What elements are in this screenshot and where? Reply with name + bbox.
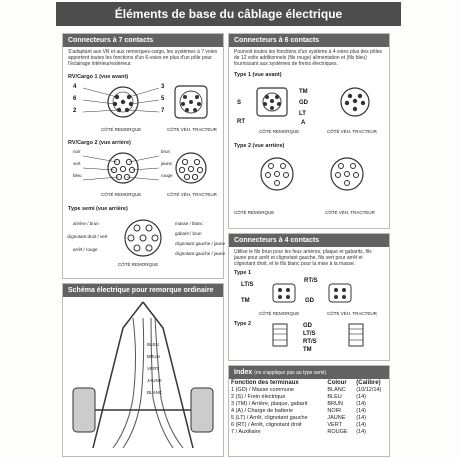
panel-7-contacts [62,33,224,279]
four-type2-title: Type 2 [234,321,252,327]
six-tm-label: TM [299,89,308,95]
six-type1-diagram [237,82,387,128]
pin-6-label: 6 [73,96,77,102]
index-col-calibre: (Calibre) [356,380,381,386]
color-noir: noir [73,149,81,154]
cote-remorque-label-2: CÔTÉ REMORQUE [101,192,142,197]
cote-remorque-label: CÔTÉ REMORQUE [101,127,142,132]
four-type2-lts: LT/S [303,331,316,337]
six-s-label: S [237,100,242,106]
table-row: 7 / Auxiliaire ROUGE (14) [231,429,367,435]
index-heading: Index [234,369,253,376]
semi-title: Type semi (vue arrière) [68,206,128,212]
six-rt-label: RT [237,119,245,125]
table-row: 6 (RT) / Arrêt, clignotant droit VERT (14) [231,422,367,428]
rv-front-diagram [71,82,221,126]
wire-brun: BRUN [147,354,160,359]
four-lts-label: LT/S [241,282,254,288]
table-row: 1 (GD) / Masse commune BLANC (10/12/14) [231,387,382,393]
six-lt-label: LT [299,111,306,117]
semi-left-3: arrêt / rouge [73,247,98,252]
index-heading-bar [229,366,389,379]
pin-2-label: 2 [73,108,77,114]
type2-title: Type 2 (vue arrière) [234,143,285,149]
four-type2-rts: RT/S [303,339,317,345]
panel-7-heading: Connecteurs à 7 contacts [63,34,223,47]
four-rts-label: RT/S [304,278,318,284]
semi-right-1: masse / blanc [175,221,203,226]
semi-diagram [113,216,173,260]
panel-4-contacts [228,233,390,361]
index-table [229,379,389,436]
index-note: (ne s'applique pas au type semi) [254,370,327,376]
panel-4-intro: Utilise le fils brun pour les feux arrières, plaque et gabarits, fils jaune pour arrêt et clignotant gauche, fils vert pour arrêt et clignotant droit, et le fils blanc pour la mise à la masse. [234,249,372,267]
table-row: 3 (TM) / Arrière, plaque, gabarit BRUN (14) [231,401,367,407]
index-col-colour: Colour [327,380,347,386]
panel-schema [62,283,224,457]
four-type2-diagram [269,322,379,348]
six-cote-remorque-2: CÔTÉ REMORQUE [234,210,275,215]
cote-vehicule-label: CÔTÉ VÉH. TRACTEUR [167,127,217,132]
wire-jaune: JAUNE [147,378,162,383]
six-gd-label: GD [299,100,308,106]
color-bleu: bleu [73,173,82,178]
four-type1-diagram [269,278,369,308]
index-col-fonction: Fonction des terminaux [231,380,299,386]
pin-7-label: 7 [161,108,165,114]
panel-7-intro: S'adaptant aux VR et aux remorques-cargo, les systèmes à 7 voies apportent toutes les fonctions d'un 6-voies en plus d'un pôle pour l'éclairage intérieur/extérieur. [68,49,218,67]
semi-right-2: gabarit / brun [175,231,202,236]
table-row: 2 (S) / Frein électrique BLEU (14) [231,394,367,400]
wire-bleu: BLEU [147,342,159,347]
page-title: Éléments de base du câblage électrique [56,2,401,26]
pin-3-label: 3 [161,84,165,90]
color-brun: brun [161,149,171,154]
color-vert: vert [73,161,81,166]
wire-vert: VERT [147,366,159,371]
six-a-label: A [301,120,306,126]
semi-cote-remorque: CÔTÉ REMORQUE [118,262,159,267]
pin-5-label: 5 [161,96,165,102]
four-gd-label: GD [305,298,314,304]
color-rouge: rouge [161,173,173,178]
semi-right-4: clignotant gauche / jaune [175,251,226,256]
panel-6-contacts [228,33,390,229]
six-cote-vehicule: CÔTÉ VÉH. TRACTEUR [327,129,377,134]
four-cote-vehicule: CÔTÉ VÉH. TRACTEUR [327,311,377,316]
four-type2-gd: GD [303,323,312,329]
panel-4-heading: Connecteurs à 4 contacts [229,234,389,247]
type1-title: Type 1 (vue avant) [234,72,282,78]
pin-4-label: 4 [73,84,77,90]
four-type2-tm: TM [303,347,312,353]
panel-index [228,365,390,457]
semi-left-2: clignotant droit / vert [67,234,108,239]
six-type2-diagram [237,152,387,200]
panel-6-intro: Pourvoit toutes les fonctions d'un système à 4 voies plus des pôles de 12 volts additionnels (fils rouge) alimentation et (fils bleu) fournissant aux systèmes de freins électriques. [234,49,382,67]
six-cote-remorque: CÔTÉ REMORQUE [259,129,300,134]
trailer-wiring-diagram [63,298,223,454]
panel-6-heading: Connecteurs à 6 contacts [229,34,389,47]
cote-vehicule-label-2: CÔTÉ VÉH. TRACTEUR [167,192,217,197]
four-cote-remorque: CÔTÉ REMORQUE [259,311,300,316]
rv-back-diagram [71,148,221,192]
rv-front-title: RV/Cargo 1 (vue avant) [68,74,129,80]
color-jaune: jaune [161,161,173,166]
rv-back-title: RV/Cargo 2 (vue arrière) [68,140,131,146]
table-row: 4 (A) / Charge de batterie NOIR (14) [231,408,367,414]
four-tm-label: TM [241,298,250,304]
semi-left-1: arrière / brun [73,221,99,226]
table-row: 5 (LT) / Arrêt, clignotant gauche JAUNE (14) [231,415,367,421]
schema-heading: Schéma électrique pour remorque ordinaire [63,284,223,297]
semi-right-3: clignotant gauche / jaune [175,241,226,246]
wire-blanc: BLANC [147,390,163,395]
four-type1-title: Type 1 [234,270,252,276]
six-cote-vehicule-2: CÔTÉ VÉH. TRACTEUR [325,210,375,215]
